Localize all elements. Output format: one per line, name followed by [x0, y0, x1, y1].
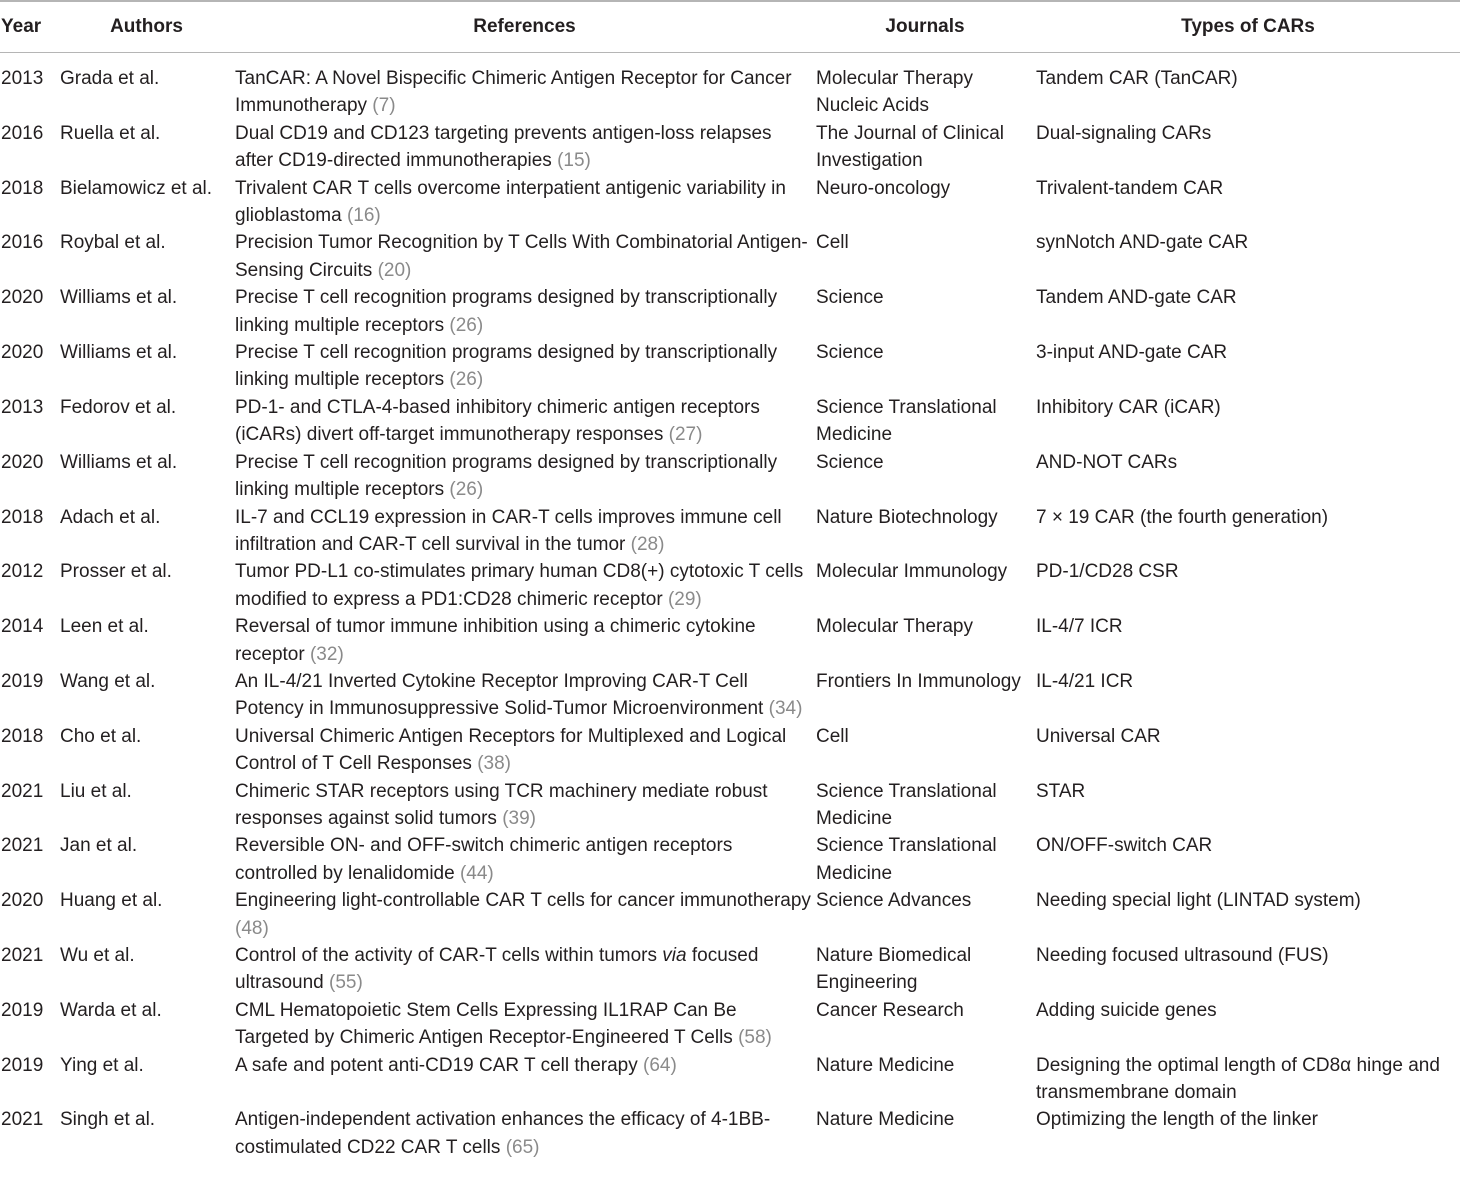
cell-journal: Molecular Therapy: [816, 616, 974, 638]
reference-number: (32): [309, 643, 344, 665]
cell-year: 2018: [1, 506, 44, 528]
reference-number: (26): [449, 369, 484, 391]
table-row: [0, 832, 1460, 887]
cell-authors: Williams et al.: [60, 342, 178, 364]
table-row: [0, 449, 1460, 504]
cell-journal: Science: [816, 342, 884, 364]
cell-authors: Ying et al.: [60, 1054, 144, 1076]
cell-type: Needing special light (LINTAD system): [1036, 890, 1361, 912]
cell-year: 2019: [1, 999, 44, 1021]
table-row: [0, 229, 1460, 284]
cell-journal: Molecular Therapy Nucleic Acids: [816, 68, 974, 117]
reference-title: Control of the activity of CAR-T cells within tumors: [235, 945, 663, 966]
reference-title: Trivalent CAR T cells overcome interpatient antigenic variability in glioblastoma: [235, 177, 786, 227]
cell-year: 2012: [1, 561, 44, 583]
reference-number: (29): [667, 588, 702, 610]
reference-number: (55): [329, 972, 363, 994]
reference-title: IL-7 and CCL19 expression in CAR-T cells improves immune cell infiltration and CAR-T cell survival in the tumor: [235, 506, 782, 555]
cell-year: 2021: [1, 945, 44, 966]
reference-number: (15): [557, 150, 591, 172]
reference-number: (39): [502, 807, 536, 829]
cell-authors: Cho et al.: [60, 725, 142, 747]
cell-authors: Wang et al.: [60, 670, 156, 692]
table-row: [0, 504, 1460, 559]
reference-number: (38): [477, 753, 511, 775]
cell-year: 2014: [1, 616, 44, 638]
reference-number: (48): [235, 917, 269, 939]
table-row: [0, 1052, 1460, 1107]
reference-title: A safe and potent anti-CD19 CAR T cell therapy: [235, 1054, 644, 1076]
reference-number: (26): [449, 314, 484, 336]
cell-year: 2016: [1, 232, 44, 254]
cell-type: IL-4/21 ICR: [1036, 670, 1134, 692]
cell-authors: Liu et al.: [60, 780, 132, 802]
cell-journal: Science: [816, 451, 884, 473]
cell-type: Adding suicide genes: [1036, 999, 1217, 1021]
cell-reference: [233, 394, 814, 449]
reference-title: Engineering light-controllable CAR T cells for cancer immunotherapy: [235, 890, 811, 912]
cell-reference: [233, 832, 814, 887]
reference-title: Chimeric STAR receptors using TCR machinery mediate robust responses against solid tumors: [235, 780, 768, 829]
table-row: [0, 613, 1460, 668]
cell-journal: The Journal of Clinical Investigation: [816, 122, 1004, 172]
cell-authors: Grada et al.: [60, 68, 160, 89]
cell-journal: Science Translational Medicine: [816, 780, 997, 829]
cell-journal: Molecular Immunology: [816, 561, 1008, 583]
cell-year: 2020: [1, 342, 44, 364]
reference-number: (34): [768, 698, 803, 720]
table-row: [0, 778, 1460, 833]
table-row: [0, 668, 1460, 723]
table-row: [0, 53, 1460, 120]
cell-authors: Adach et al.: [60, 506, 161, 528]
cell-type: Needing focused ultrasound (FUS): [1036, 945, 1329, 966]
cell-type: Dual-signaling CARs: [1036, 122, 1212, 144]
table-row: [0, 1106, 1460, 1161]
cell-authors: Wu et al.: [60, 945, 135, 966]
cell-journal: Science: [816, 287, 884, 309]
table-row: [0, 942, 1460, 997]
cell-type: Optimizing the length of the linker: [1036, 1109, 1318, 1131]
cell-year: 2018: [1, 177, 44, 199]
cell-reference: [233, 339, 814, 394]
cell-reference: [233, 229, 814, 284]
cell-journal: Nature Biomedical Engineering: [816, 945, 972, 994]
table-row: [0, 175, 1460, 230]
cell-type: 7 × 19 CAR (the fourth generation): [1036, 506, 1329, 528]
cell-year: 2013: [1, 68, 44, 89]
cell-type: 3-input AND-gate CAR: [1036, 342, 1228, 364]
reference-title: Tumor PD-L1 co-stimulates primary human CD8(+) cytotoxic T cells modified to express a PD1:CD28 chimeric receptor: [235, 561, 804, 610]
cell-reference: [233, 1106, 814, 1161]
cell-authors: Bielamowicz et al.: [60, 177, 213, 199]
cell-authors: Ruella et al.: [60, 122, 161, 144]
cell-year: 2018: [1, 725, 44, 747]
cell-reference: [233, 504, 814, 559]
reference-number: (7): [372, 95, 396, 117]
reference-title-cont: focused ultrasound: [235, 945, 759, 994]
cell-type: STAR: [1036, 780, 1086, 802]
cell-type: Trivalent-tandem CAR: [1036, 177, 1224, 199]
reference-title: Antigen-independent activation enhances the efficacy of 4-1BB-costimulated CD22 CAR T cells: [235, 1109, 771, 1158]
cell-year: 2016: [1, 122, 44, 144]
cell-type: ON/OFF-switch CAR: [1036, 835, 1213, 857]
reference-title: An IL-4/21 Inverted Cytokine Receptor Improving CAR-T Cell Potency in Immunosuppressive Solid-Tumor Microenvironment: [235, 670, 769, 720]
cell-reference: [233, 613, 814, 668]
cell-journal: Neuro-oncology: [816, 177, 951, 199]
cell-type: Tandem AND-gate CAR: [1036, 287, 1237, 309]
cell-journal: Science Advances: [816, 890, 972, 912]
cell-reference: [233, 887, 814, 942]
cell-reference: [233, 175, 814, 230]
table-row: [0, 339, 1460, 394]
cell-journal: Cell: [816, 232, 849, 254]
cell-reference: [233, 284, 814, 339]
cell-authors: Jan et al.: [60, 835, 138, 857]
cell-journal: Science Translational Medicine: [816, 835, 997, 884]
header-types: Types of CARs: [1034, 1, 1460, 53]
table-row: [0, 284, 1460, 339]
cell-authors: Roybal et al.: [60, 232, 166, 254]
reference-number: (27): [668, 424, 703, 446]
cell-year: 2020: [1, 287, 44, 309]
cell-type: Designing the optimal length of CD8α hinge and transmembrane domain: [1036, 1054, 1440, 1104]
reference-title: Precise T cell recognition programs designed by transcriptionally linking multiple receptors: [235, 287, 778, 336]
reference-title: Reversal of tumor immune inhibition using a chimeric cytokine receptor: [235, 616, 756, 665]
header-references: References: [233, 1, 814, 53]
table-row: [0, 997, 1460, 1052]
reference-number: (65): [505, 1136, 540, 1158]
cell-reference: [233, 668, 814, 723]
cell-journal: Cancer Research: [816, 999, 964, 1021]
cell-type: IL-4/7 ICR: [1036, 616, 1123, 638]
header-journals: Journals: [814, 1, 1034, 53]
table-row: [0, 558, 1460, 613]
cell-authors: Williams et al.: [60, 287, 178, 309]
cell-journal: Science Translational Medicine: [816, 396, 997, 446]
cell-reference: [233, 53, 814, 120]
cell-year: 2019: [1, 670, 44, 692]
cell-reference: [233, 942, 814, 997]
cell-authors: Leen et al.: [60, 616, 149, 638]
reference-title: Precise T cell recognition programs designed by transcriptionally linking multiple receptors: [235, 451, 778, 501]
cell-year: 2021: [1, 1109, 44, 1131]
reference-italic: via: [662, 945, 687, 966]
table-body: [0, 53, 1460, 1162]
reference-title: PD-1- and CTLA-4-based inhibitory chimeric antigen receptors (iCARs) divert off-target immunotherapy responses: [235, 396, 760, 446]
cell-journal: Cell: [816, 725, 849, 747]
cell-journal: Nature Biotechnology: [816, 506, 998, 528]
cell-year: 2021: [1, 780, 44, 802]
cell-journal: Nature Medicine: [816, 1109, 955, 1131]
cell-year: 2020: [1, 890, 44, 912]
cell-journal: Nature Medicine: [816, 1054, 955, 1076]
reference-title: Reversible ON- and OFF-switch chimeric antigen receptors controlled by lenalidomide: [235, 835, 733, 884]
cell-year: 2021: [1, 835, 44, 857]
reference-number: (20): [377, 259, 412, 281]
table-row: [0, 723, 1460, 778]
reference-number: (64): [643, 1054, 677, 1076]
cell-type: PD-1/CD28 CSR: [1036, 561, 1179, 583]
table-row: [0, 120, 1460, 175]
cell-type: synNotch AND-gate CAR: [1036, 232, 1249, 254]
cell-year: 2013: [1, 396, 44, 418]
cell-reference: [233, 1052, 814, 1107]
reference-title: Dual CD19 and CD123 targeting prevents antigen-loss relapses after CD19-directed immunotherapies: [235, 122, 772, 172]
cell-reference: [233, 997, 814, 1052]
cell-journal: Frontiers In Immunology: [816, 670, 1021, 692]
reference-number: (58): [738, 1027, 772, 1049]
reference-number: (28): [630, 533, 665, 555]
cell-reference: [233, 558, 814, 613]
reference-number: (16): [346, 205, 381, 227]
cell-authors: Williams et al.: [60, 451, 178, 473]
table-header: [0, 1, 1460, 53]
header-year: Year: [0, 1, 58, 53]
header-row: [0, 1, 1460, 53]
cell-reference: [233, 778, 814, 833]
header-authors: Authors: [58, 1, 233, 53]
reference-number: (26): [449, 479, 484, 501]
reference-number: (44): [459, 862, 494, 884]
cell-type: Inhibitory CAR (iCAR): [1036, 396, 1221, 418]
cell-reference: [233, 723, 814, 778]
reference-title: TanCAR: A Novel Bispecific Chimeric Antigen Receptor for Cancer Immunotherapy: [235, 68, 792, 117]
cell-reference: [233, 120, 814, 175]
reference-title: CML Hematopoietic Stem Cells Expressing IL1RAP Can Be Targeted by Chimeric Antigen Receptor-Engineered T Cells: [235, 999, 739, 1049]
reference-title: Precise T cell recognition programs designed by transcriptionally linking multiple receptors: [235, 342, 778, 391]
reference-title: Precision Tumor Recognition by T Cells With Combinatorial Antigen-Sensing Circuits: [235, 232, 808, 281]
cell-authors: Singh et al.: [60, 1109, 156, 1131]
cell-type: Tandem CAR (TanCAR): [1036, 68, 1238, 89]
cell-authors: Prosser et al.: [60, 561, 172, 583]
reference-title: Universal Chimeric Antigen Receptors for Multiplexed and Logical Control of T Cell Responses: [235, 725, 787, 775]
cell-type: AND-NOT CARs: [1036, 451, 1178, 473]
cell-year: 2020: [1, 451, 44, 473]
table-row: [0, 887, 1460, 942]
cell-authors: Warda et al.: [60, 999, 162, 1021]
cell-authors: Huang et al.: [60, 890, 163, 912]
cell-year: 2019: [1, 1054, 44, 1076]
cell-reference: [233, 449, 814, 504]
cell-type: Universal CAR: [1036, 725, 1161, 747]
cell-authors: Fedorov et al.: [60, 396, 177, 418]
table-row: [0, 394, 1460, 449]
